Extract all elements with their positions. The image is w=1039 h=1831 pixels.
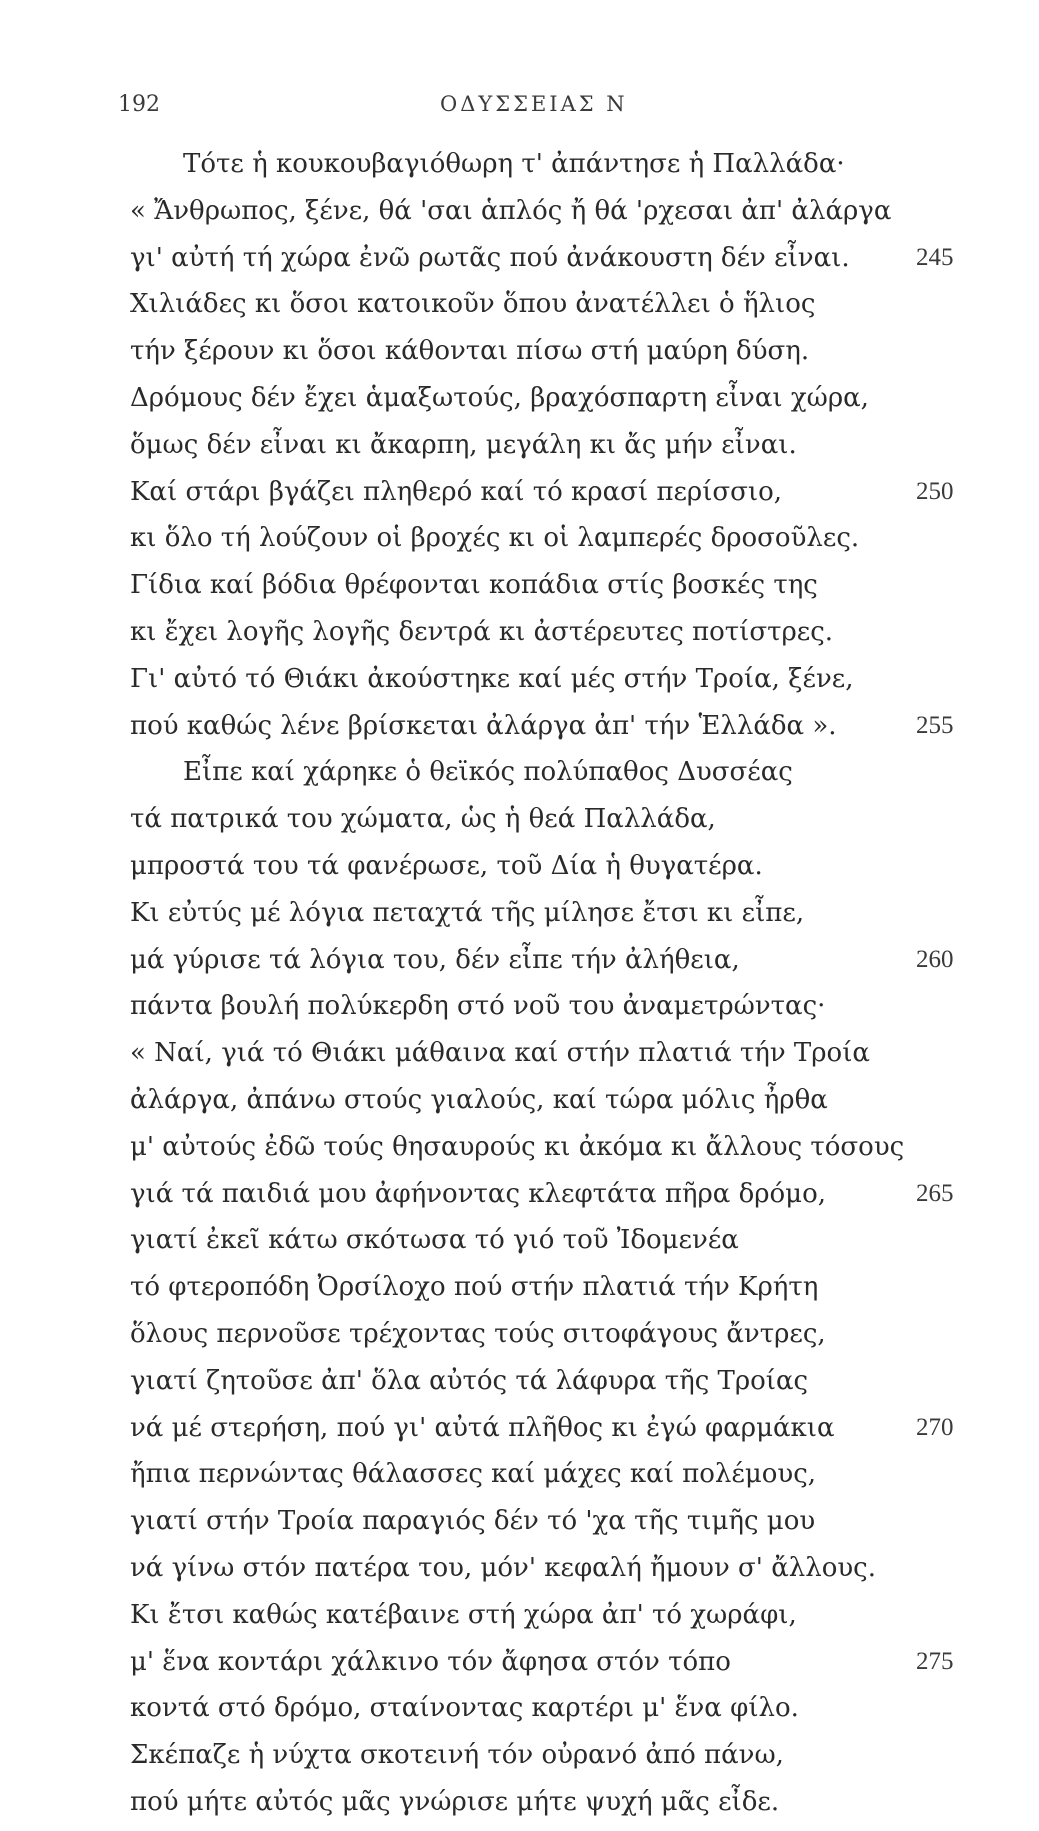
line-number: 260 [916,945,954,973]
verse-text: Κι εὐτύς μέ λόγια πεταχτά τῆς μίλησε ἔτσι κι εἶπε, [130,897,805,928]
verse-line [0,1363,1039,1410]
verse-line [0,1503,1039,1550]
verse-line [0,333,1039,380]
verse-text: τήν ξέρουν κι ὅσοι κάθονται πίσω στή μαύρη δύση. [130,336,810,367]
verse-line [0,567,1039,614]
verse-text: τά πατρικά του χώματα, ὡς ἡ θεά Παλλάδα, [130,804,716,835]
verse-line [0,193,1039,240]
verse-text: « Ἄνθρωπος, ξένε, θά 'σαι ἁπλός ἤ θά 'ρχεσαι ἀπ' ἀλάργα [130,195,892,226]
verse-line [0,286,1039,333]
verse-line [0,146,1039,193]
verse-text: μά γύρισε τά λόγια του, δέν εἶπε τήν ἀλήθεια, [130,944,740,975]
verse-line [0,1597,1039,1644]
verse-line [0,661,1039,708]
verse-text: νά μέ στερήση, πού γι' αὐτά πλῆθος κι ἐγώ φαρμάκια [130,1412,835,1443]
verse-line [0,614,1039,661]
verse-line [0,1129,1039,1176]
verse-text: Καί στάρι βγάζει πληθερό καί τό κρασί περίσσιο, [130,476,783,507]
line-number: 265 [916,1179,954,1207]
verse-line [0,427,1039,474]
verse-line [0,520,1039,567]
verse-text: μ' ἕνα κοντάρι χάλκινο τόν ἄφησα στόν τόπο [130,1646,731,1677]
line-number: 255 [916,711,954,739]
verse-text: « Ναί, γιά τό Θιάκι μάθαινα καί στήν πλατιά τήν Τροία [130,1038,870,1069]
verse-text: γιά τά παιδιά μου ἀφήνοντας κλεφτάτα πῆρα δρόμο, [130,1178,826,1209]
verse-line [0,240,1039,287]
verse-line [0,801,1039,848]
verse-text: πάντα βουλή πολύκερδη στό νοῦ του ἀναμετρώντας· [130,991,826,1022]
verse-text: γι' αὐτή τή χώρα ἐνῶ ρωτᾶς πού ἀνάκουστη δέν εἶναι. [130,242,850,273]
verse-text: πού καθώς λένε βρίσκεται ἀλάργα ἀπ' τήν Ἑλλάδα ». [130,710,837,741]
verse-text: Κι ἔτσι καθώς κατέβαινε στή χώρα ἀπ' τό χωράφι, [130,1599,797,1630]
verse-text: Σκέπαζε ἡ νύχτα σκοτεινή τόν οὐρανό ἀπό πάνω, [130,1740,784,1771]
verse-text: πού μήτε αὐτός μᾶς γνώρισε μήτε ψυχή μᾶς εἶδε. [130,1786,780,1817]
verse-text: κι ἔχει λογῆς λογῆς δεντρά κι ἀστέρευτες ποτίστρες. [130,616,834,647]
verse-text: τό φτεροπόδη Ὀρσίλοχο πού στήν πλατιά τήν Κρήτη [130,1272,819,1303]
line-number: 245 [916,243,954,271]
verse-text: Δρόμους δέν ἔχει ἁμαξωτούς, βραχόσπαρτη εἶναι χώρα, [130,382,869,413]
verse-text: ἀλάργα, ἀπάνω στούς γιαλούς, καί τώρα μόλις ἦρθα [130,1084,828,1115]
verse-text: ὅμως δέν εἶναι κι ἄκαρπη, μεγάλη κι ἄς μήν εἶναι. [130,429,797,460]
verse-line [0,1410,1039,1457]
verse-text: μ' αὐτούς ἐδῶ τούς θησαυρούς κι ἀκόμα κι ἄλλους τόσους [130,1131,905,1162]
verse-line [0,1550,1039,1597]
verse-line [0,380,1039,427]
verse-line [0,1222,1039,1269]
verse-text: κοντά στό δρόμο, σταίνοντας καρτέρι μ' ἕνα φίλο. [130,1693,799,1724]
line-number: 250 [916,477,954,505]
verse-text: Τότε ἡ κουκουβαγιόθωρη τ' ἀπάντησε ἡ Παλλάδα· [183,149,845,179]
page-number: 192 [118,92,160,117]
verse-line [0,1737,1039,1784]
verse-line [0,988,1039,1035]
verse-line [0,1082,1039,1129]
verse-text: ἤπια περνώντας θάλασσες καί μάχες καί πολέμους, [130,1459,817,1490]
verse-text: νά γίνω στόν πατέρα του, μόν' κεφαλή ἤμουν σ' ἄλλους. [130,1552,877,1583]
verse-line [0,1176,1039,1223]
verse-line [0,754,1039,801]
running-title: ΟΔΥΣΣΕΙΑΣ Ν [440,92,628,116]
verse-line [0,1269,1039,1316]
verse-text: Γι' αὐτό τό Θιάκι ἀκούστηκε καί μές στήν Τροία, ξένε, [130,663,854,694]
verse-block [0,146,1039,1831]
verse-text: γιατί ἐκεῖ κάτω σκότωσα τό γιό τοῦ Ἰδομενέα [130,1225,739,1256]
verse-line [0,1690,1039,1737]
page-header [0,92,1039,122]
verse-text: γιατί στήν Τροία παραγιός δέν τό 'χα τῆς τιμῆς μου [130,1506,816,1537]
verse-text: Εἶπε καί χάρηκε ὁ θεϊκός πολύπαθος Δυσσέας [183,757,793,788]
verse-line [0,942,1039,989]
verse-line [0,1316,1039,1363]
line-number: 275 [916,1647,954,1675]
verse-line [0,474,1039,521]
verse-text: γιατί ζητοῦσε ἀπ' ὅλα αὐτός τά λάφυρα τῆς Τροίας [130,1365,809,1396]
verse-line [0,708,1039,755]
verse-text: Γίδια καί βόδια θρέφονται κοπάδια στίς βοσκές της [130,570,818,601]
verse-line [0,1784,1039,1831]
verse-text: ὅλους περνοῦσε τρέχοντας τούς σιτοφάγους ἄντρες, [130,1318,826,1349]
verse-line [0,895,1039,942]
verse-text: κι ὅλο τή λούζουν οἱ βροχές κι οἱ λαμπερές δροσοῦλες. [130,523,860,554]
verse-line [0,1035,1039,1082]
verse-line [0,1456,1039,1503]
verse-line [0,1644,1039,1691]
verse-text: Χιλιάδες κι ὅσοι κατοικοῦν ὅπου ἀνατέλλει ὁ ἥλιος [130,289,816,320]
line-number: 270 [916,1413,954,1441]
verse-text: μπροστά του τά φανέρωσε, τοῦ Δία ἡ θυγατέρα. [130,850,763,881]
verse-line [0,848,1039,895]
